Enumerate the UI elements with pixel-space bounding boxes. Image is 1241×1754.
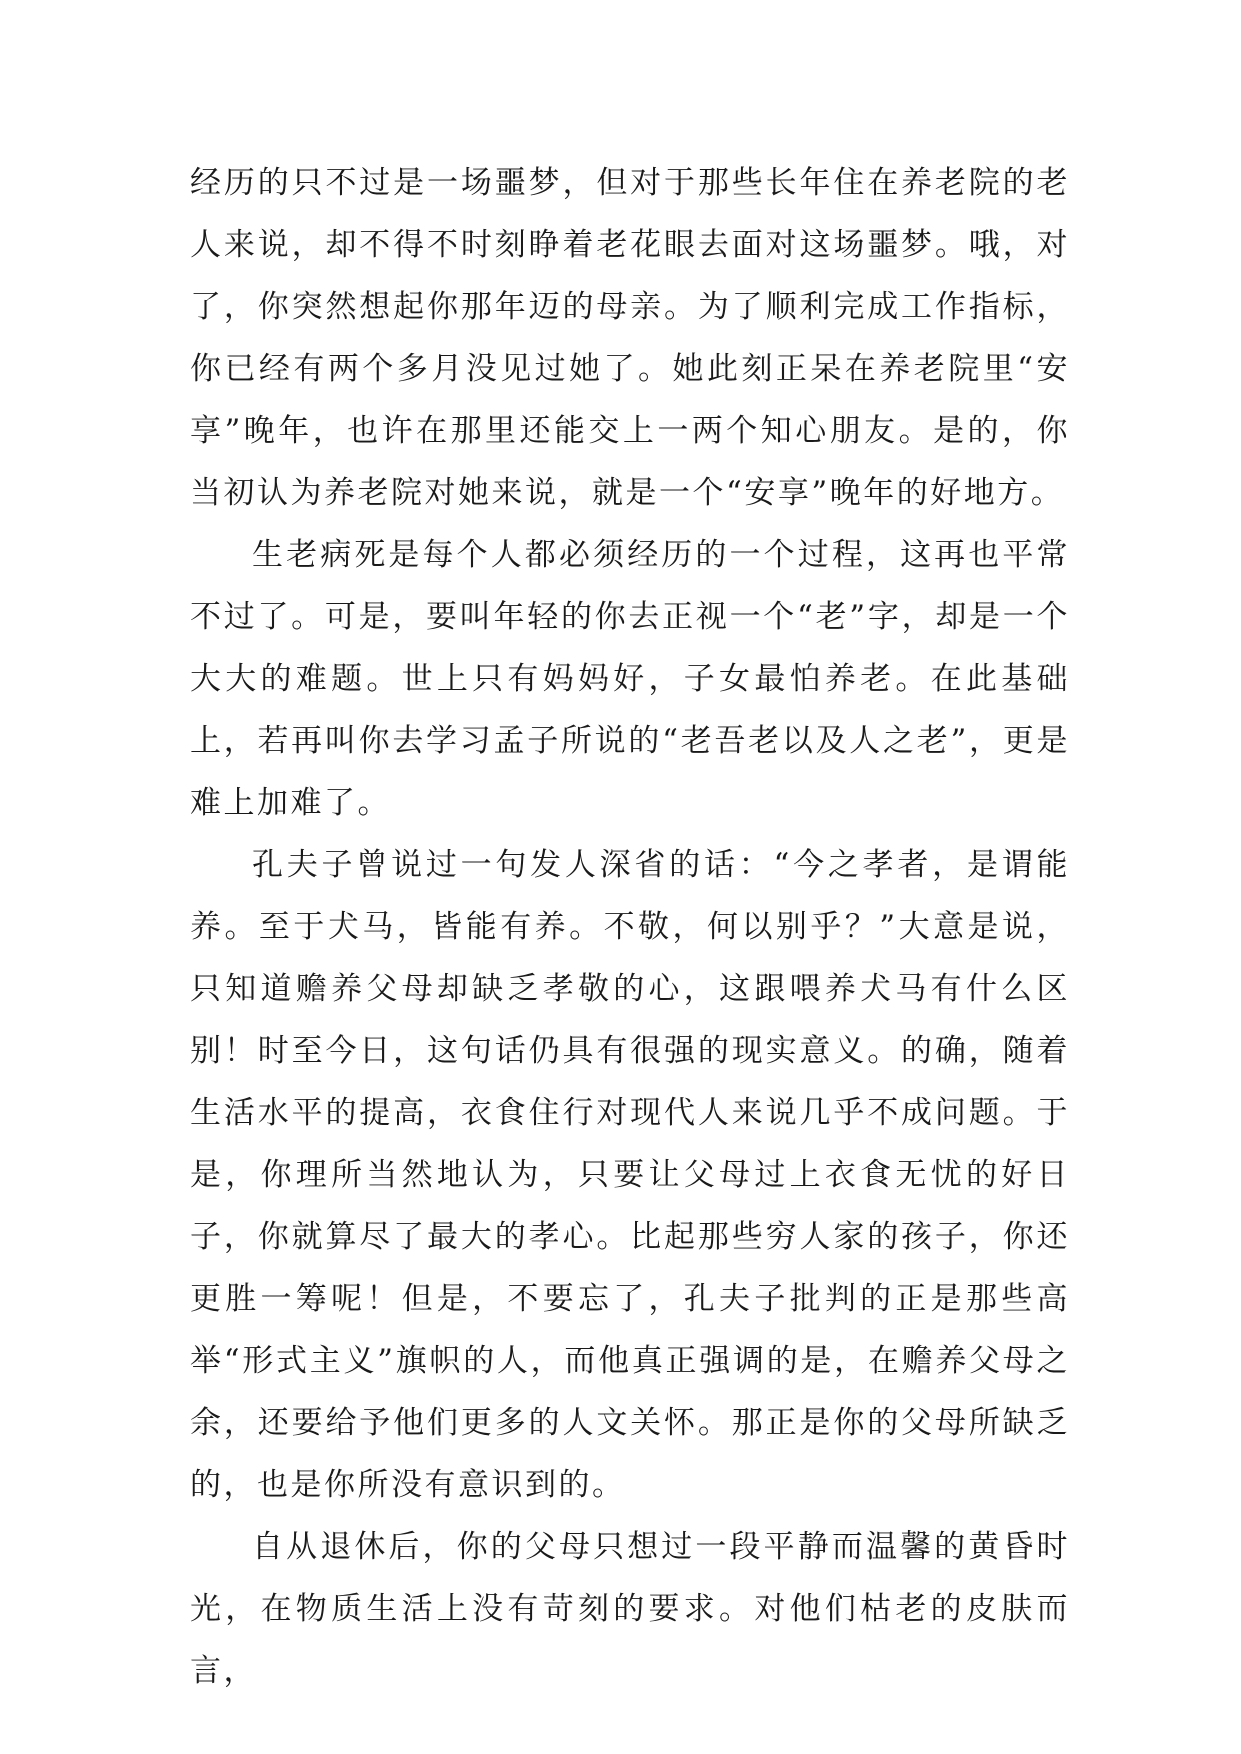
- paragraph-1: 经历的只不过是一场噩梦，但对于那些长年住在养老院的老人来说，却不得不时刻睁着老花眼去面对这场噩梦。哦，对了，你突然想起你那年迈的母亲。为了顺利完成工作指标，你已经有两个多月没见过她了。她此刻正呆在养老院里“安享”晚年，也许在那里还能交上一两个知心朋友。是的，你当初认为养老院对她来说，就是一个“安享”晚年的好地方。: [190, 165, 1070, 511]
- paragraph-3: 孔夫子曾说过一句发人深省的话：“今之孝者，是谓能养。至于犬马，皆能有养。不敬，何以别乎？”大意是说，只知道赡养父母却缺乏孝敬的心，这跟喂养犬马有什么区别！时至今日，这句话仍具有很强的现实意义。的确，随着生活水平的提高，衣食住行对现代人来说几乎不成问题。于是，你理所当然地认为，只要让父母过上衣食无忧的好日子，你就算尽了最大的孝心。比起那些穷人家的孩子，你还更胜一筹呢！但是，不要忘了，孔夫子批判的正是那些高举“形式主义”旗帜的人，而他真正强调的是，在赡养父母之余，还要给予他们更多的人文关怀。那正是你的父母所缺乏的，也是你所没有意识到的。: [190, 847, 1070, 1503]
- body-text: [190, 152, 1070, 1702]
- paragraph-4: 自从退休后，你的父母只想过一段平静而温馨的黄昏时光，在物质生活上没有苛刻的要求。对他们枯老的皮肤而言，: [190, 1529, 1070, 1689]
- paragraph-2: 生老病死是每个人都必须经历的一个过程，这再也平常不过了。可是，要叫年轻的你去正视一个“老”字，却是一个大大的难题。世上只有妈妈好，子女最怕养老。在此基础上，若再叫你去学习孟子所说的“老吾老以及人之老”，更是难上加难了。: [190, 537, 1070, 821]
